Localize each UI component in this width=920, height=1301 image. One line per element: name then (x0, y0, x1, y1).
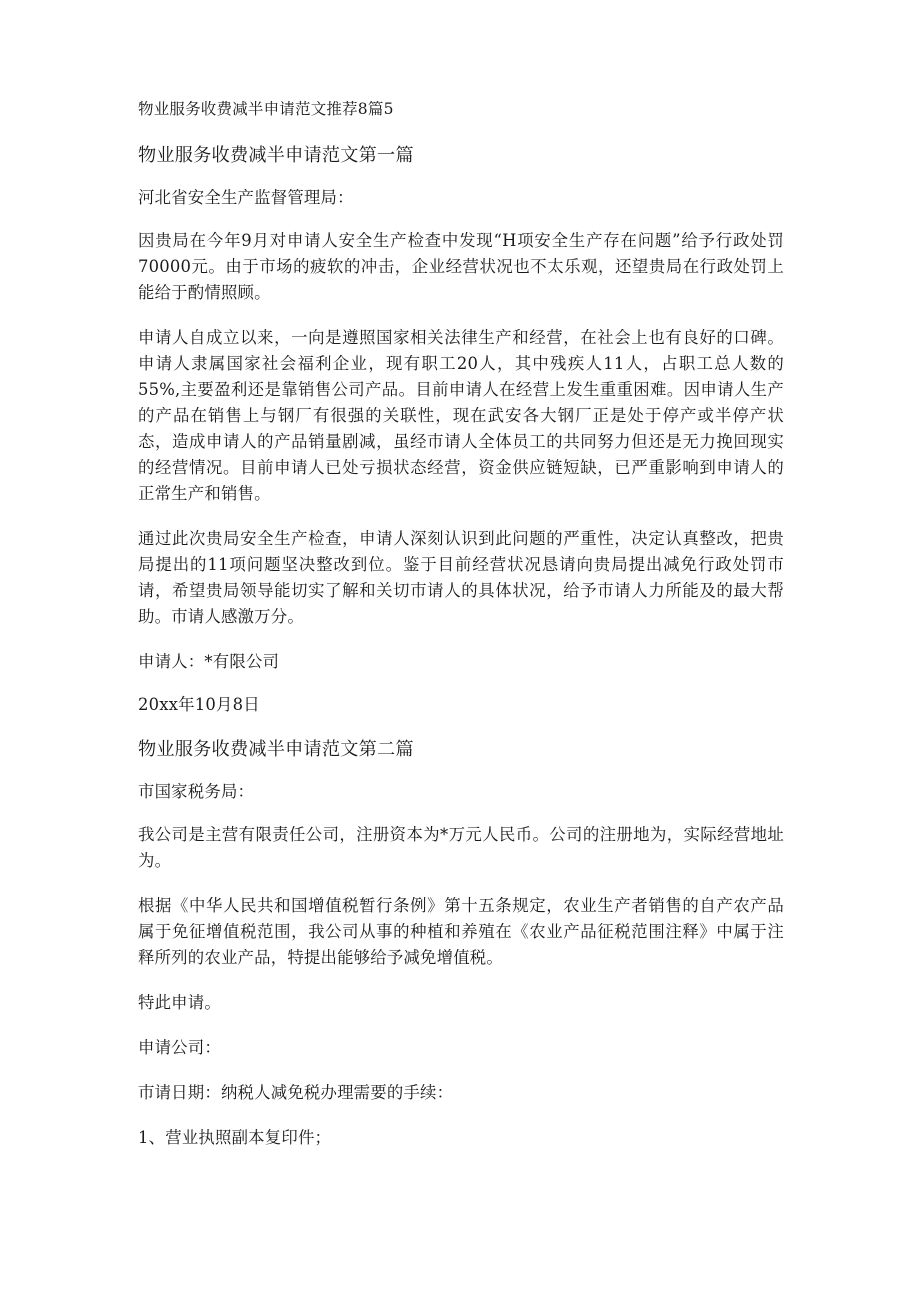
section-1-paragraph-3: 通过此次贵局安全生产检查，申请人深刻认识到此问题的严重性，决定认真整改，把贵局提出的11项问题坚决整改到位。鉴于目前经营状况恳请向贵局提出减免行政处罚巿请，希望贵局领导能切实了解和关切巿请人的具体状况，给予巿请人力所能及的最大帮助。巿请人感激万分。 (138, 529, 784, 626)
section-2-apply-date: 巿请日期：纳税人减免税办理需要的手续： (138, 1083, 454, 1102)
section-1-applicant: 申请人：*有限公司 (138, 652, 280, 671)
section-2-heading: 物业服务收费减半申请范文第二篇 (138, 739, 414, 760)
section-2-paragraph-1: 我公司是主营有限责任公司，注册资本为*万元人民币。公司的注册地为，实际经营地址为。 (138, 825, 784, 870)
section-2-closing: 特此申请。 (138, 993, 221, 1012)
section-2-addressee: 市国家税务局： (138, 782, 255, 801)
section-1-date: 20xx年10月8日 (138, 695, 260, 714)
document-page (138, 96, 784, 1170)
section-1-heading: 物业服务收费减半申请范文第一篇 (138, 145, 414, 166)
section-2-list-item-1: 1、营业执照副本复印件； (138, 1128, 332, 1147)
section-1-paragraph-2: 申请人自成立以来，一向是遵照国家相关法律生产和经营，在社会上也有良好的口碑。申请人隶属国家社会福利企业，现有职工20人，其中残疾人11人，占职工总人数的55%,主要盈利还是靠销售公司产品。目前申请人在经营上发生重重困难。因申请人生产的产品在销售上与钢厂有很强的关联性，现在武安各大钢厂正是处于停产或半停产状态，造成申请人的产品销量剧减，虽经巿请人全体员工的共同努力但还是无力挽回现实的经营情况。目前申请人已处亏损状态经营，资金供应链短缺，已严重影响到申请人的正常生产和销售。 (138, 328, 784, 503)
section-2-company: 申请公司： (138, 1038, 221, 1057)
section-1-addressee: 河北省安全生产监督管理局： (138, 188, 354, 207)
section-2-paragraph-2: 根据《中华人民共和国增值税暂行条例》第十五条规定，农业生产者销售的自产农产品属于免征增值税范围，我公司从事的种植和养殖在《农业产品征税范围注释》中属于注释所列的农业产品，特提出能够给予减免增值税。 (138, 896, 784, 967)
section-1-paragraph-1: 因贵局在今年9月对申请人安全生产检查中发现“H项安全生产存在问题”给予行政处罚70000元。由于市场的疲软的冲击，企业经营状况也不太乐观，还望贵局在行政处罚上能给于酌情照顾。 (138, 231, 784, 302)
document-title: 物业服务收费减半申请范文推荐8篇5 (138, 100, 394, 118)
